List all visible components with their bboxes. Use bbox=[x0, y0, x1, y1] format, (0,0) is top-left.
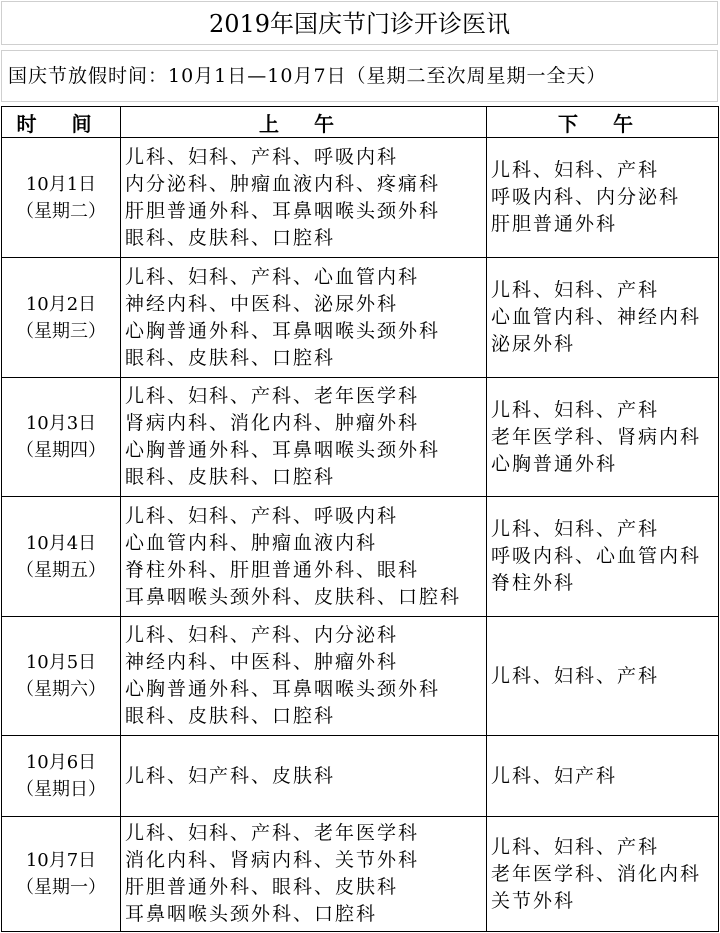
dept-line: 心血管内科、神经内科 bbox=[491, 306, 702, 328]
dept-line: 儿科、妇科、产科 bbox=[491, 835, 660, 858]
dept-line: 心胸普通外科、耳鼻咽喉头颈外科 bbox=[125, 439, 441, 461]
table-row bbox=[2, 817, 719, 932]
table-row bbox=[2, 497, 719, 617]
afternoon-cell bbox=[487, 817, 719, 932]
afternoon-cell bbox=[487, 497, 719, 617]
date-cell bbox=[2, 617, 121, 736]
morning-cell bbox=[121, 258, 487, 378]
date-label: 10月2日 bbox=[25, 293, 97, 315]
table-row bbox=[2, 736, 719, 817]
afternoon-cell bbox=[487, 258, 719, 378]
header-afternoon: 下 午 bbox=[487, 107, 719, 138]
dept-line: 肝胆普通外科、眼科、皮肤科 bbox=[125, 876, 399, 898]
dept-line: 心胸普通外科、耳鼻咽喉头颈外科 bbox=[125, 678, 441, 700]
date-cell bbox=[2, 378, 121, 497]
dept-line: 老年医学科、肾病内科 bbox=[491, 425, 702, 448]
date-label: 10月7日 bbox=[25, 850, 97, 871]
date-cell bbox=[2, 138, 121, 258]
dept-line: 脊柱外科 bbox=[491, 572, 576, 594]
dept-line: 内分泌科、肿瘤血液内科、疼痛科 bbox=[125, 172, 441, 195]
dept-line: 儿科、妇科、产科、心血管内科 bbox=[125, 265, 420, 288]
dept-line: 老年医学科、消化内科 bbox=[491, 862, 702, 885]
date-label: 10月5日 bbox=[25, 652, 97, 673]
dept-line: 儿科、妇科、产科、呼吸内科 bbox=[125, 145, 399, 168]
dept-line: 神经内科、中医科、肿瘤外科 bbox=[125, 651, 399, 673]
holiday-notice: 国庆节放假时间：10月1日—10月7日（星期二至次周星期一全天） bbox=[1, 50, 718, 102]
table-row bbox=[2, 378, 719, 497]
morning-cell bbox=[121, 497, 487, 617]
date-cell bbox=[2, 817, 121, 932]
date-cell bbox=[2, 497, 121, 617]
weekday-label: （星期三） bbox=[16, 320, 106, 342]
afternoon-cell bbox=[487, 378, 719, 497]
table-row bbox=[2, 617, 719, 736]
date-label: 10月6日 bbox=[25, 752, 97, 773]
afternoon-cell bbox=[487, 736, 719, 817]
morning-cell bbox=[121, 617, 487, 736]
dept-line: 心血管内科、肿瘤血液内科 bbox=[125, 531, 378, 554]
dept-line: 儿科、妇科、产科、内分泌科 bbox=[125, 624, 399, 646]
date-label: 10月3日 bbox=[25, 413, 97, 434]
morning-cell bbox=[121, 817, 487, 932]
dept-line: 肾病内科、消化内科、肿瘤外科 bbox=[125, 412, 420, 434]
dept-line: 泌尿外科 bbox=[491, 333, 576, 355]
dept-line: 眼科、皮肤科、口腔科 bbox=[125, 705, 336, 727]
dept-line: 儿科、妇产科、皮肤科 bbox=[125, 764, 336, 787]
date-label: 10月4日 bbox=[25, 532, 97, 554]
weekday-label: （星期日） bbox=[16, 779, 106, 800]
clinic-schedule-table bbox=[1, 106, 719, 932]
date-label: 10月1日 bbox=[25, 173, 97, 195]
weekday-label: （星期二） bbox=[16, 200, 106, 222]
dept-line: 呼吸内科、内分泌科 bbox=[491, 186, 681, 208]
dept-line: 脊柱外科、肝胆普通外科、眼科 bbox=[125, 558, 420, 581]
dept-line: 肝胆普通外科 bbox=[491, 213, 618, 235]
weekday-label: （星期五） bbox=[16, 559, 106, 581]
dept-line: 耳鼻咽喉头颈外科、皮肤科、口腔科 bbox=[125, 585, 462, 608]
weekday-label: （星期四） bbox=[16, 440, 106, 461]
dept-line: 儿科、妇产科 bbox=[491, 764, 618, 787]
morning-cell bbox=[121, 138, 487, 258]
date-cell bbox=[2, 736, 121, 817]
dept-line: 心胸普通外科、耳鼻咽喉头颈外科 bbox=[125, 319, 441, 342]
header-time: 时 间 bbox=[2, 107, 121, 138]
afternoon-cell bbox=[487, 617, 719, 736]
afternoon-cell bbox=[487, 138, 719, 258]
page-title: 2019年国庆节门诊开诊医讯 bbox=[1, 1, 718, 45]
table-row bbox=[2, 138, 719, 258]
morning-cell bbox=[121, 736, 487, 817]
dept-line: 消化内科、肾病内科、关节外科 bbox=[125, 849, 420, 871]
dept-line: 儿科、妇科、产科 bbox=[491, 159, 660, 181]
dept-line: 儿科、妇科、产科、呼吸内科 bbox=[125, 504, 399, 527]
header-morning: 上 午 bbox=[121, 107, 487, 138]
dept-line: 耳鼻咽喉头颈外科、口腔科 bbox=[125, 903, 378, 925]
dept-line: 儿科、妇科、产科、老年医学科 bbox=[125, 822, 420, 844]
dept-line: 儿科、妇科、产科 bbox=[491, 518, 660, 540]
dept-line: 儿科、妇科、产科 bbox=[491, 279, 660, 301]
dept-line: 儿科、妇科、产科、老年医学科 bbox=[125, 385, 420, 407]
dept-line: 儿科、妇科、产科 bbox=[491, 664, 660, 687]
weekday-label: （星期一） bbox=[16, 877, 106, 898]
date-cell bbox=[2, 258, 121, 378]
dept-line: 呼吸内科、心血管内科 bbox=[491, 545, 702, 567]
dept-line: 眼科、皮肤科、口腔科 bbox=[125, 466, 336, 488]
weekday-label: （星期六） bbox=[16, 679, 106, 700]
dept-line: 儿科、妇科、产科 bbox=[491, 398, 660, 421]
table-header-row bbox=[2, 107, 719, 138]
dept-line: 眼科、皮肤科、口腔科 bbox=[125, 226, 336, 249]
dept-line: 心胸普通外科 bbox=[491, 452, 618, 475]
dept-line: 眼科、皮肤科、口腔科 bbox=[125, 346, 336, 369]
morning-cell bbox=[121, 378, 487, 497]
dept-line: 神经内科、中医科、泌尿外科 bbox=[125, 292, 399, 315]
dept-line: 肝胆普通外科、耳鼻咽喉头颈外科 bbox=[125, 199, 441, 222]
table-row bbox=[2, 258, 719, 378]
dept-line: 关节外科 bbox=[491, 889, 576, 912]
